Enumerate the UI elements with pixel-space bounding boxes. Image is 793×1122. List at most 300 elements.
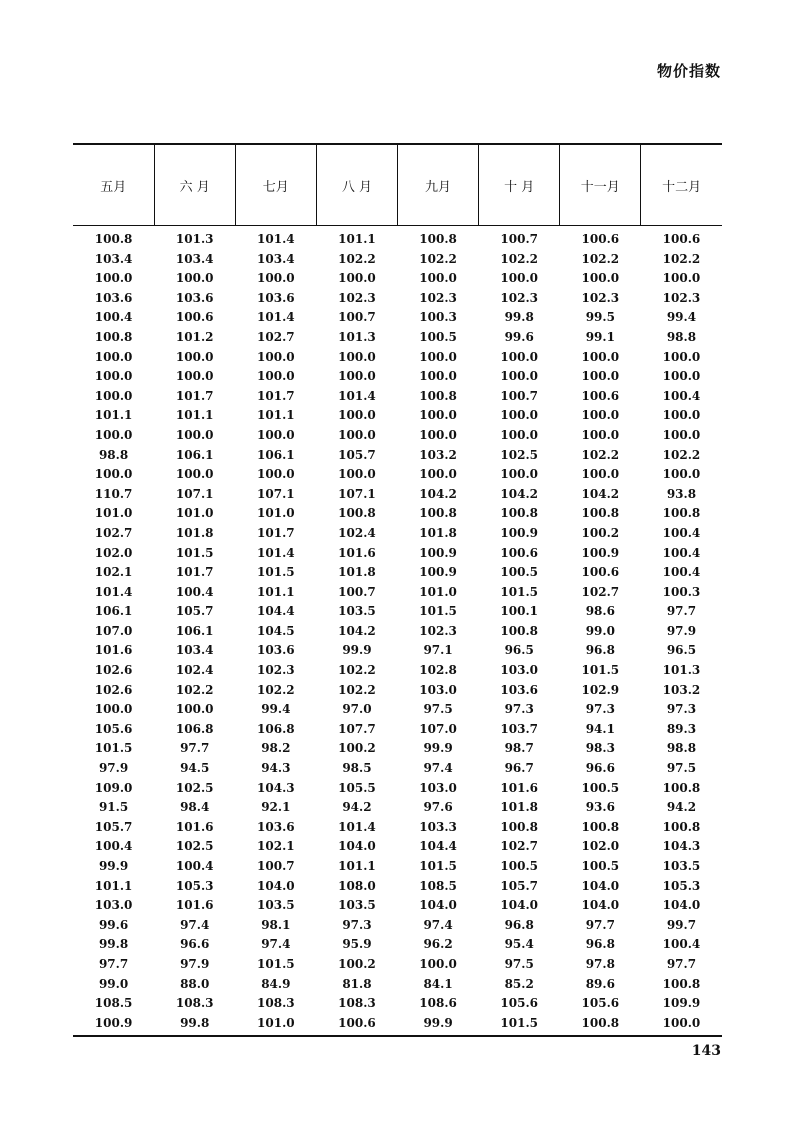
table-cell: 101.5: [257, 565, 295, 580]
table-cell: 108.3: [257, 996, 295, 1011]
table-cell: 100.0: [257, 349, 295, 364]
table-cell: 100.7: [338, 310, 376, 325]
table-cell: 98.8: [666, 329, 697, 344]
table-cell: 104.0: [662, 898, 701, 913]
table-cell: 100.0: [94, 427, 133, 442]
table-cell: 101.5: [257, 956, 295, 971]
table-cell: 93.8: [666, 486, 697, 501]
table-cell: 101.4: [338, 388, 376, 403]
table-row: [73, 896, 722, 916]
table-cell: 100.5: [419, 329, 457, 344]
table-cell: 103.4: [175, 251, 214, 266]
table-cell: 99.9: [98, 859, 129, 873]
table-cell: 101.5: [500, 584, 538, 599]
table-cell: 105.7: [338, 447, 376, 462]
table-cell: 104.0: [581, 898, 620, 913]
column-header: 五月: [73, 144, 154, 226]
table-cell: 101.5: [94, 741, 133, 756]
table-cell: 100.8: [500, 506, 538, 521]
table-cell: 102.4: [175, 663, 214, 678]
page-number: 143: [691, 1043, 721, 1059]
table-cell: 105.5: [338, 780, 376, 795]
table-cell: 102.2: [662, 251, 701, 266]
table-cell: 100.0: [175, 349, 214, 364]
table-cell: 101.6: [500, 780, 538, 795]
table-cell: 100.0: [500, 427, 538, 442]
table-cell: 106.1: [175, 447, 214, 462]
table-row: [73, 269, 722, 289]
table-cell: 104.2: [338, 623, 376, 638]
table-cell: 101.3: [338, 329, 376, 344]
table-cell: 99.6: [98, 917, 129, 932]
table-cell: 104.2: [419, 486, 457, 501]
table-cell: 100.0: [175, 702, 214, 717]
table-cell: 97.5: [504, 956, 534, 971]
table-cell: 101.0: [419, 584, 457, 599]
table-cell: 98.6: [585, 604, 615, 619]
table-cell: 103.5: [662, 859, 701, 873]
table-cell: 100.2: [338, 741, 376, 756]
table-cell: 100.0: [94, 369, 133, 384]
table-row: [73, 1014, 722, 1037]
table-cell: 101.3: [662, 663, 701, 678]
table-row: [73, 465, 722, 485]
table-cell: 100.5: [581, 780, 620, 795]
table-cell: 103.0: [419, 682, 457, 697]
table-row: [73, 348, 722, 368]
table-cell: 100.7: [257, 859, 295, 873]
table-cell: 100.2: [581, 525, 620, 540]
table-cell: 106.1: [94, 604, 133, 619]
table-cell: 110.7: [94, 486, 133, 501]
table-cell: 94.5: [180, 761, 210, 776]
table-cell: 108.3: [338, 996, 376, 1011]
table-cell: 103.2: [662, 682, 701, 697]
table-cell: 100.8: [419, 506, 457, 521]
table-cell: 99.0: [98, 976, 129, 991]
table-cell: 100.0: [662, 1015, 701, 1030]
table-cell: 88.0: [180, 976, 210, 991]
table-cell: 97.7: [666, 604, 697, 619]
table-cell: 95.4: [504, 937, 534, 952]
table-cell: 99.9: [423, 741, 453, 756]
table-cell: 101.0: [94, 506, 133, 521]
table-cell: 100.8: [500, 623, 538, 638]
table-cell: 108.5: [419, 878, 457, 893]
table-cell: 102.0: [94, 545, 133, 560]
table-cell: 100.0: [338, 349, 376, 364]
table-cell: 100.8: [94, 329, 133, 344]
table-cell: 104.2: [500, 486, 538, 501]
table-cell: 102.4: [338, 525, 376, 540]
table-cell: 100.4: [662, 937, 701, 952]
table-cell: 100.0: [581, 369, 620, 384]
table-cell: 108.6: [419, 996, 457, 1011]
table-cell: 106.8: [175, 721, 214, 736]
table-cell: 108.0: [338, 878, 376, 893]
table-cell: 100.0: [338, 467, 376, 482]
table-row: [73, 426, 722, 446]
table-cell: 89.3: [666, 721, 697, 736]
table-cell: 103.6: [257, 819, 295, 834]
table-cell: 94.1: [585, 721, 615, 736]
table-cell: 97.3: [342, 917, 372, 932]
table-cell: 104.0: [257, 878, 295, 893]
table-cell: 100.0: [257, 369, 295, 384]
table-cell: 102.7: [94, 525, 133, 540]
table-cell: 105.6: [500, 996, 538, 1011]
table-cell: 100.0: [662, 349, 701, 364]
table-cell: 98.3: [585, 741, 615, 756]
table-cell: 97.3: [666, 702, 697, 717]
table-cell: 107.1: [338, 486, 376, 501]
table-row: [73, 857, 722, 877]
table-cell: 84.1: [423, 976, 453, 991]
table-cell: 100.0: [500, 369, 538, 384]
table-cell: 102.3: [338, 290, 376, 305]
table-cell: 106.1: [257, 447, 295, 462]
table-cell: 101.5: [419, 859, 457, 873]
table-cell: 102.3: [419, 623, 457, 638]
table-cell: 100.6: [500, 545, 538, 560]
table-cell: 100.0: [662, 271, 701, 286]
table-cell: 100.5: [500, 859, 538, 873]
table-cell: 108.3: [175, 996, 214, 1011]
column-header: 八 月: [316, 144, 397, 226]
table-cell: 97.4: [423, 917, 453, 932]
table-cell: 100.0: [419, 956, 457, 971]
table-cell: 99.4: [666, 310, 697, 325]
table-cell: 97.7: [666, 956, 697, 971]
table-cell: 96.8: [504, 917, 534, 932]
table-cell: 100.5: [581, 859, 620, 873]
table-cell: 94.3: [261, 761, 291, 776]
table-cell: 102.5: [500, 447, 538, 462]
table-cell: 102.2: [175, 682, 214, 697]
table-cell: 100.4: [175, 859, 214, 873]
table-cell: 100.8: [662, 976, 701, 991]
table-cell: 97.7: [180, 741, 210, 756]
table-cell: 96.8: [585, 643, 615, 658]
column-header: 十二月: [641, 144, 722, 226]
table-cell: 104.2: [581, 486, 620, 501]
table-cell: 105.3: [175, 878, 214, 893]
table-row: [73, 544, 722, 564]
table-row: [73, 485, 722, 505]
table-cell: 100.4: [662, 565, 701, 580]
table-cell: 109.9: [662, 996, 701, 1011]
table-cell: 103.5: [338, 898, 376, 913]
table-cell: 97.8: [585, 956, 615, 971]
table-cell: 106.8: [257, 721, 295, 736]
table-row: [73, 837, 722, 857]
table-row: [73, 720, 722, 740]
table-cell: 100.0: [338, 408, 376, 423]
table-cell: 102.3: [500, 290, 538, 305]
table-cell: 107.0: [419, 721, 457, 736]
table-cell: 94.2: [666, 800, 697, 815]
table-cell: 102.7: [500, 839, 538, 854]
table-row: [73, 387, 722, 407]
column-header: 十一月: [560, 144, 641, 226]
table-cell: 97.3: [585, 702, 615, 717]
table-cell: 101.4: [257, 545, 295, 560]
table-cell: 103.5: [338, 604, 376, 619]
table-cell: 101.0: [257, 1015, 295, 1030]
table-cell: 100.6: [175, 310, 214, 325]
column-header: 六 月: [154, 144, 235, 226]
table-cell: 103.6: [500, 682, 538, 697]
table-cell: 97.9: [180, 956, 210, 971]
table-cell: 101.1: [175, 408, 214, 423]
table-cell: 91.5: [98, 800, 129, 815]
table-cell: 105.7: [500, 878, 538, 893]
table-row: [73, 308, 722, 328]
table-cell: 102.2: [500, 251, 538, 266]
table-cell: 99.1: [585, 329, 615, 344]
table-cell: 99.7: [666, 917, 697, 932]
table-cell: 102.6: [94, 663, 133, 678]
table-cell: 103.5: [257, 898, 295, 913]
column-header: 十 月: [479, 144, 560, 226]
table-cell: 92.1: [261, 800, 291, 815]
table-cell: 100.8: [581, 506, 620, 521]
table-cell: 100.0: [419, 369, 457, 384]
table-cell: 97.0: [342, 702, 372, 717]
table-cell: 101.6: [338, 545, 376, 560]
table-cell: 104.5: [257, 623, 295, 638]
column-header: 九月: [398, 144, 479, 226]
table-cell: 99.9: [423, 1015, 453, 1030]
table-cell: 101.4: [257, 232, 295, 246]
column-header: 七月: [235, 144, 316, 226]
table-cell: 97.5: [666, 761, 697, 776]
table-cell: 103.0: [94, 898, 133, 913]
table-cell: 103.2: [419, 447, 457, 462]
table-cell: 100.0: [581, 271, 620, 286]
table-cell: 101.8: [419, 525, 457, 540]
table-cell: 100.0: [581, 408, 620, 423]
table-cell: 101.5: [500, 1015, 538, 1030]
table-cell: 102.2: [338, 682, 376, 697]
table-row: [73, 622, 722, 642]
table-cell: 100.0: [662, 408, 701, 423]
table-cell: 102.2: [338, 663, 376, 678]
table-row: [73, 602, 722, 622]
table-cell: 101.8: [175, 525, 214, 540]
table-cell: 100.0: [419, 271, 457, 286]
table-cell: 96.8: [585, 937, 615, 952]
table-cell: 105.6: [581, 996, 620, 1011]
table-row: [73, 877, 722, 897]
table-body: [73, 226, 722, 1037]
table-cell: 100.8: [581, 1015, 620, 1030]
table-cell: 104.0: [419, 898, 457, 913]
table-row: [73, 994, 722, 1014]
table-cell: 100.4: [662, 525, 701, 540]
table-cell: 101.1: [94, 408, 133, 423]
table-cell: 107.0: [94, 623, 133, 638]
table-row: [73, 226, 722, 250]
table-cell: 100.6: [581, 565, 620, 580]
table-cell: 101.4: [257, 310, 295, 325]
table-row: [73, 798, 722, 818]
table-cell: 100.0: [581, 427, 620, 442]
table-cell: 97.3: [504, 702, 534, 717]
table-row: [73, 955, 722, 975]
table-cell: 103.0: [419, 780, 457, 795]
table-cell: 100.3: [662, 584, 701, 599]
table-cell: 100.4: [662, 388, 701, 403]
price-index-table: [73, 143, 722, 1037]
table-cell: 103.6: [257, 643, 295, 658]
table-cell: 100.9: [581, 545, 620, 560]
table-cell: 103.4: [175, 643, 214, 658]
table-cell: 98.8: [98, 447, 129, 462]
table-row: [73, 661, 722, 681]
table-cell: 100.0: [257, 271, 295, 286]
table-cell: 102.1: [94, 565, 133, 580]
table-cell: 98.8: [666, 741, 697, 756]
table-cell: 109.0: [94, 780, 133, 795]
table-row: [73, 916, 722, 936]
table-row: [73, 975, 722, 995]
table-cell: 102.0: [581, 839, 620, 854]
table-cell: 100.0: [419, 427, 457, 442]
table-cell: 101.5: [175, 545, 214, 560]
table-cell: 100.0: [94, 702, 133, 717]
table-cell: 97.5: [423, 702, 453, 717]
table-cell: 97.4: [180, 917, 210, 932]
table-cell: 97.7: [585, 917, 615, 932]
table-cell: 97.4: [423, 761, 453, 776]
table-cell: 102.2: [581, 447, 620, 462]
table-cell: 100.0: [94, 467, 133, 482]
table-cell: 99.6: [504, 329, 534, 344]
table-cell: 100.8: [338, 506, 376, 521]
table-cell: 100.6: [338, 1015, 376, 1030]
table-cell: 102.6: [94, 682, 133, 697]
table-cell: 103.6: [175, 290, 214, 305]
table-cell: 100.0: [500, 408, 538, 423]
table-cell: 101.7: [257, 525, 295, 540]
table-cell: 100.0: [338, 271, 376, 286]
table-cell: 100.0: [662, 467, 701, 482]
table-cell: 99.8: [98, 937, 129, 952]
table-cell: 103.4: [94, 251, 133, 266]
table-cell: 93.6: [585, 800, 615, 815]
table-cell: 102.5: [175, 780, 214, 795]
table-cell: 100.3: [419, 310, 457, 325]
table-cell: 102.2: [581, 251, 620, 266]
table-cell: 99.9: [342, 643, 372, 658]
table-cell: 103.7: [500, 721, 538, 736]
table-cell: 96.7: [504, 761, 534, 776]
table-row: [73, 250, 722, 270]
table-cell: 100.6: [581, 232, 620, 246]
table-cell: 102.3: [419, 290, 457, 305]
table-cell: 100.7: [500, 388, 538, 403]
table-cell: 100.8: [662, 506, 701, 521]
table-cell: 94.2: [342, 800, 372, 815]
table-cell: 99.8: [504, 310, 534, 325]
table-cell: 100.8: [419, 232, 457, 246]
table-cell: 100.8: [581, 819, 620, 834]
table-cell: 100.7: [338, 584, 376, 599]
table-cell: 89.6: [585, 976, 615, 991]
table-cell: 101.1: [257, 408, 295, 423]
table-cell: 101.7: [175, 565, 214, 580]
table-cell: 102.7: [257, 329, 295, 344]
table-cell: 101.6: [94, 643, 133, 658]
table-row: [73, 583, 722, 603]
table-cell: 101.4: [94, 584, 133, 599]
table-row: [73, 739, 722, 759]
table-cell: 101.1: [338, 859, 376, 873]
section-title: 物价指数: [656, 62, 721, 80]
table-row: [73, 367, 722, 387]
table-cell: 100.4: [175, 584, 214, 599]
table-cell: 101.3: [175, 232, 214, 246]
table-cell: 100.0: [500, 467, 538, 482]
table-cell: 101.4: [338, 819, 376, 834]
table-cell: 102.5: [175, 839, 214, 854]
table-cell: 100.8: [94, 232, 133, 246]
table-cell: 102.7: [581, 584, 620, 599]
table-cell: 103.0: [500, 663, 538, 678]
table-cell: 100.6: [662, 232, 701, 246]
table-cell: 104.0: [338, 839, 376, 854]
table-cell: 100.8: [500, 819, 538, 834]
table-row: [73, 935, 722, 955]
table-cell: 100.0: [419, 349, 457, 364]
table-cell: 101.0: [175, 506, 214, 521]
table-cell: 97.9: [666, 623, 697, 638]
table-cell: 85.2: [504, 976, 534, 991]
table-cell: 100.0: [662, 369, 701, 384]
table-cell: 101.5: [419, 604, 457, 619]
table-cell: 103.3: [419, 819, 457, 834]
table-cell: 105.3: [662, 878, 701, 893]
table-cell: 101.5: [581, 663, 620, 678]
table-cell: 102.2: [338, 251, 376, 266]
table-row: [73, 759, 722, 779]
table-cell: 107.1: [257, 486, 295, 501]
table-cell: 100.9: [500, 525, 538, 540]
table-cell: 100.4: [94, 310, 133, 325]
table-cell: 100.0: [581, 467, 620, 482]
table-cell: 100.8: [662, 780, 701, 795]
table-cell: 100.0: [94, 349, 133, 364]
table-cell: 100.4: [94, 839, 133, 854]
table-cell: 99.4: [261, 702, 291, 717]
table-cell: 104.4: [419, 839, 457, 854]
table-cell: 96.6: [585, 761, 615, 776]
table-cell: 100.9: [94, 1015, 133, 1030]
table-cell: 101.6: [175, 898, 214, 913]
table-cell: 104.3: [662, 839, 701, 854]
table-cell: 96.6: [180, 937, 210, 952]
table-cell: 100.0: [94, 388, 133, 403]
table-cell: 101.8: [500, 800, 538, 815]
table-cell: 107.1: [175, 486, 214, 501]
table-cell: 102.1: [257, 839, 295, 854]
table-cell: 97.4: [261, 937, 291, 952]
table-cell: 100.0: [662, 427, 701, 442]
table-cell: 100.0: [581, 349, 620, 364]
table-cell: 103.4: [257, 251, 295, 266]
table-row: [73, 563, 722, 583]
